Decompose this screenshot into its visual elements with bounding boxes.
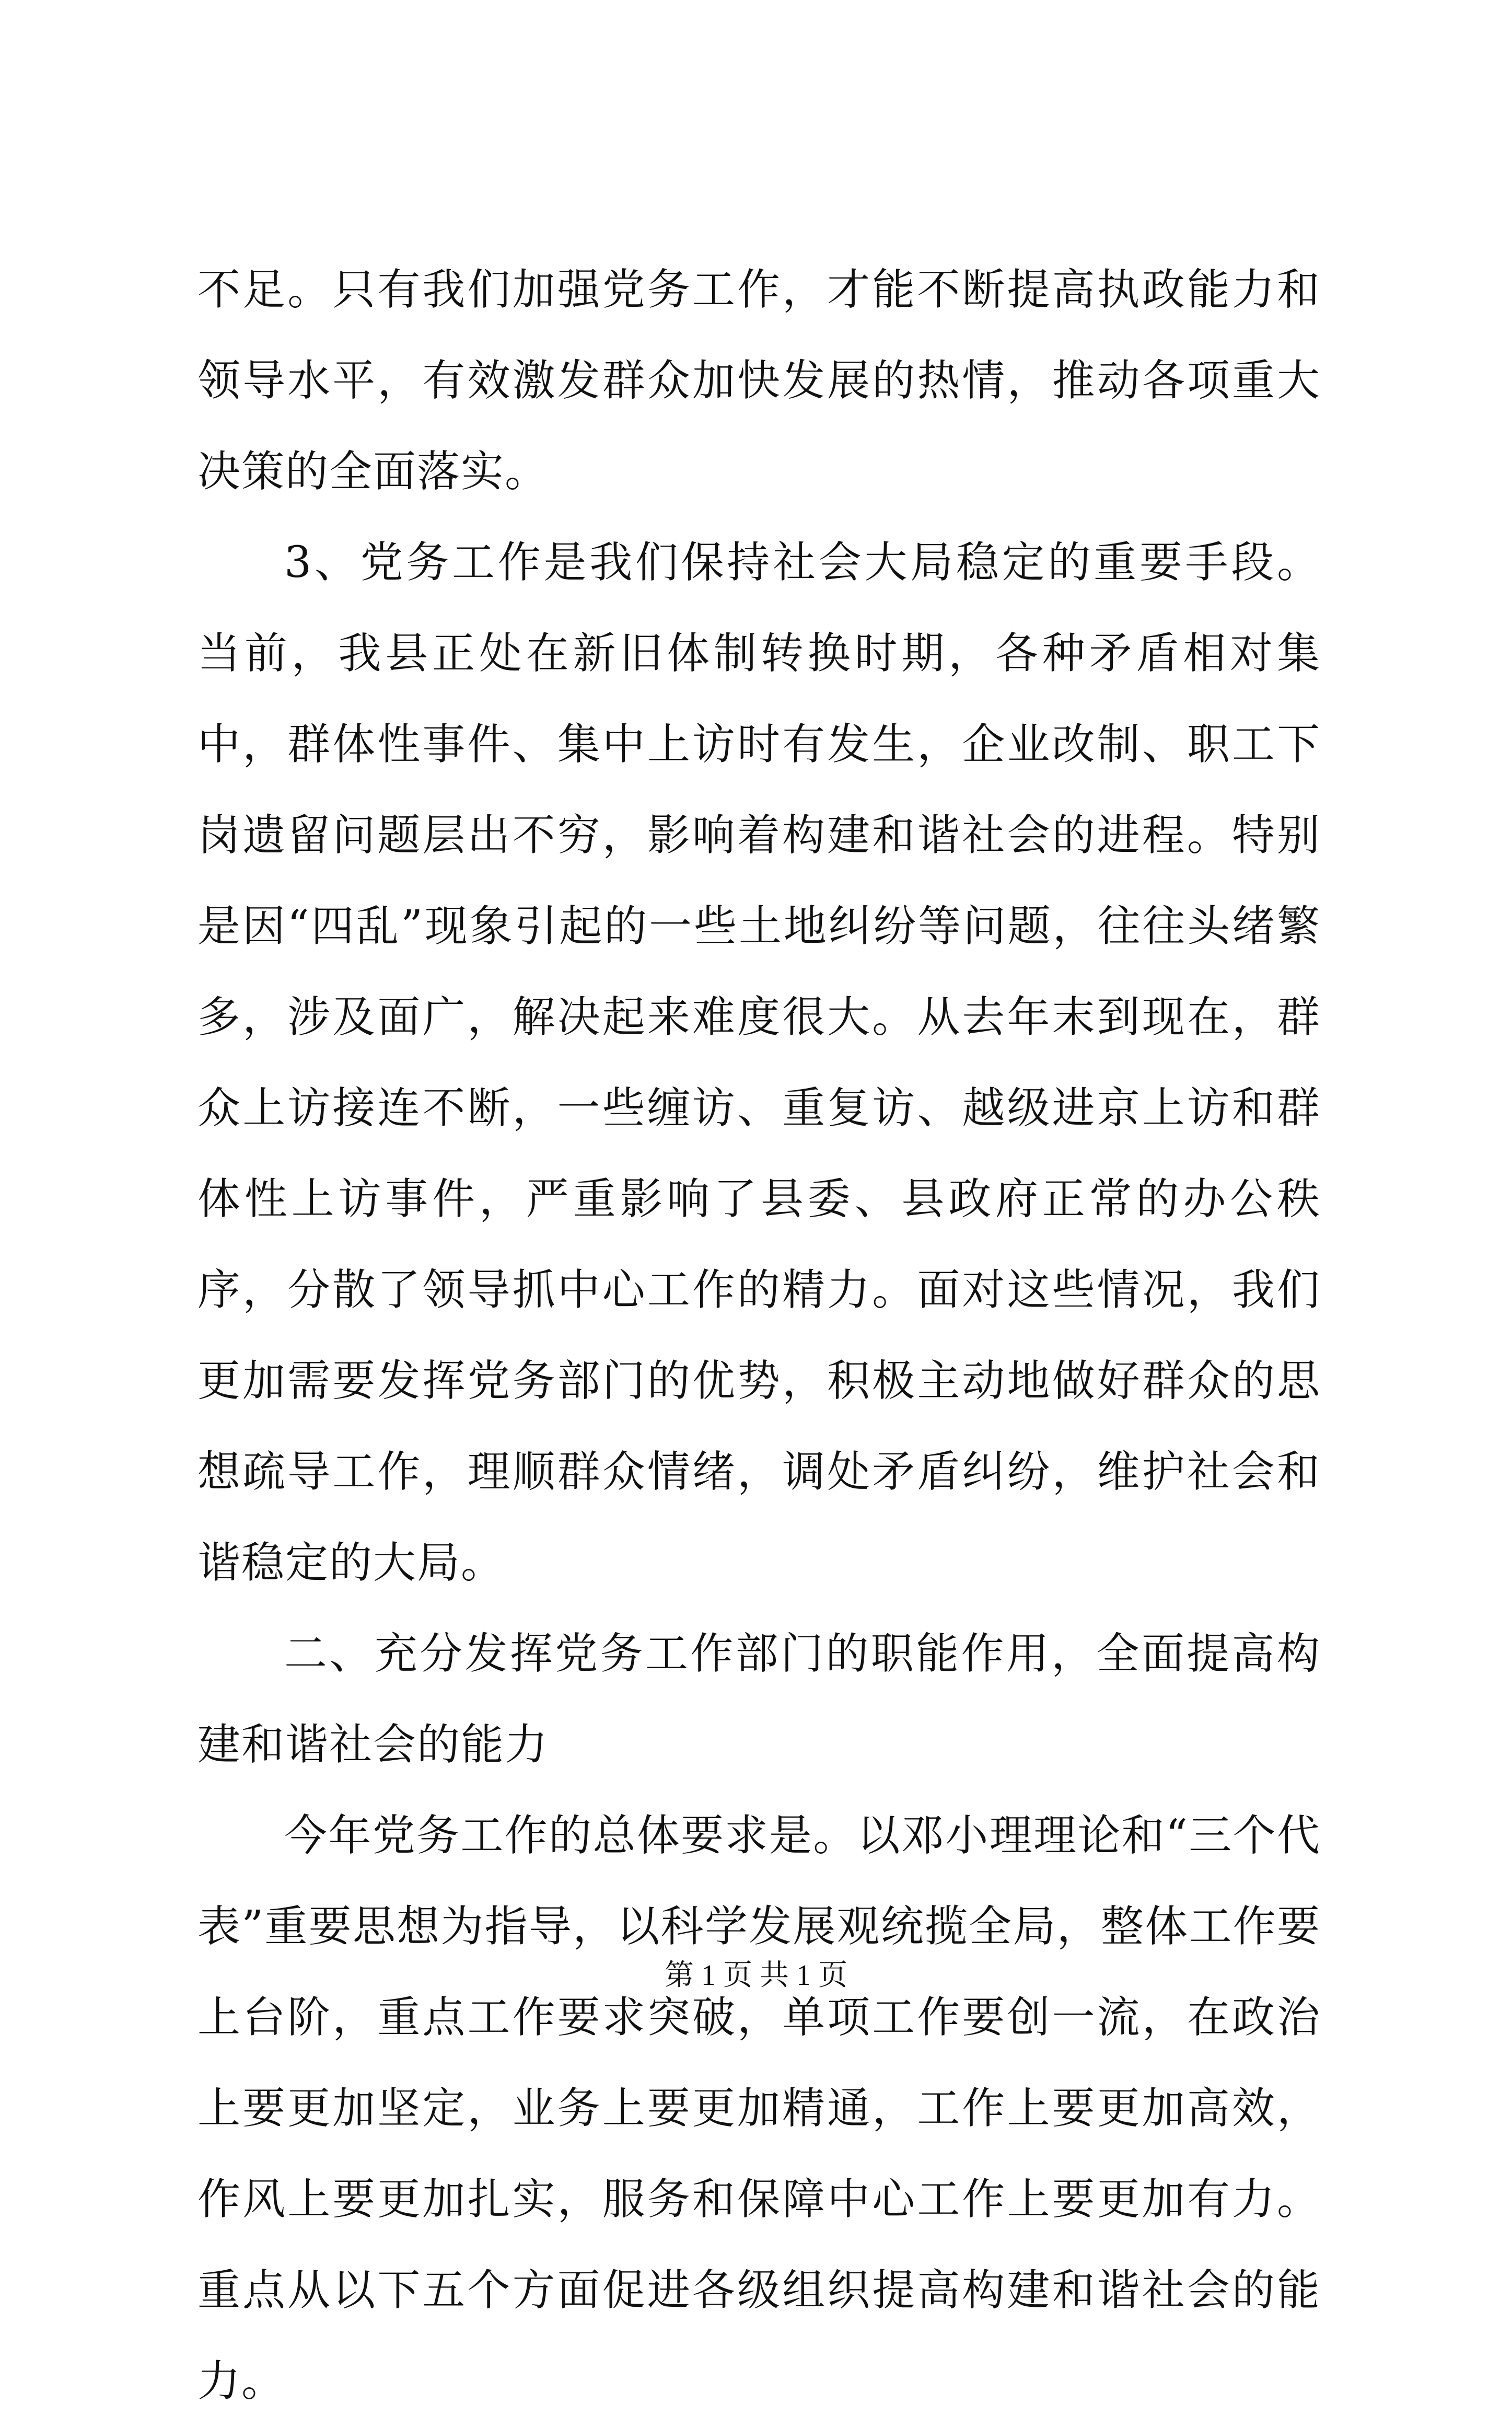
paragraph-continuation: 不足。只有我们加强党务工作，才能不断提高执政能力和领导水平，有效激发群众加快发展的热情，推动各项重大决策的全面落实。 xyxy=(197,265,1321,496)
page-number-footer: 第 1 页 共 1 页 xyxy=(665,1959,847,1992)
document-body xyxy=(197,245,1321,2427)
paragraph-point-3: 3、党务工作是我们保持社会大局稳定的重要手段。当前，我县正处在新旧体制转换时期，各种矛盾相对集中，群体性事件、集中上访时有发生，企业改制、职工下岗遗留问题层出不穷，影响着构建和谐社会的进程。特别是因“四乱”现象引起的一些土地纠纷等问题，往往头绪繁多，涉及面广，解决起来难度很大。从去年末到现在，群众上访接连不断，一些缠访、重复访、越级进京上访和群体性上访事件，严重影响了县委、县政府正常的办公秩序，分散了领导抓中心工作的精力。面对这些情况，我们更加需要发挥党务部门的优势，积极主动地做好群众的思想疏导工作，理顺群众情绪，调处矛盾纠纷，维护社会和谐稳定的大局。 xyxy=(197,538,1321,1588)
paragraph-overall-requirements: 今年党务工作的总体要求是。以邓小理理论和“三个代表”重要思想为指导，以科学发展观统揽全局，整体工作要上台阶，重点工作要求突破，单项工作要创一流，在政治上要更加坚定，业务上要更加精通，工作上要更加高效，作风上要更加扎实，服务和保障中心工作上要更加有力。重点从以下五个方面促进各级组织提高构建和谐社会的能力。 xyxy=(197,1811,1321,2406)
section-heading-2: 二、充分发挥党务工作部门的职能作用，全面提高构建和谐社会的能力 xyxy=(197,1629,1321,1770)
